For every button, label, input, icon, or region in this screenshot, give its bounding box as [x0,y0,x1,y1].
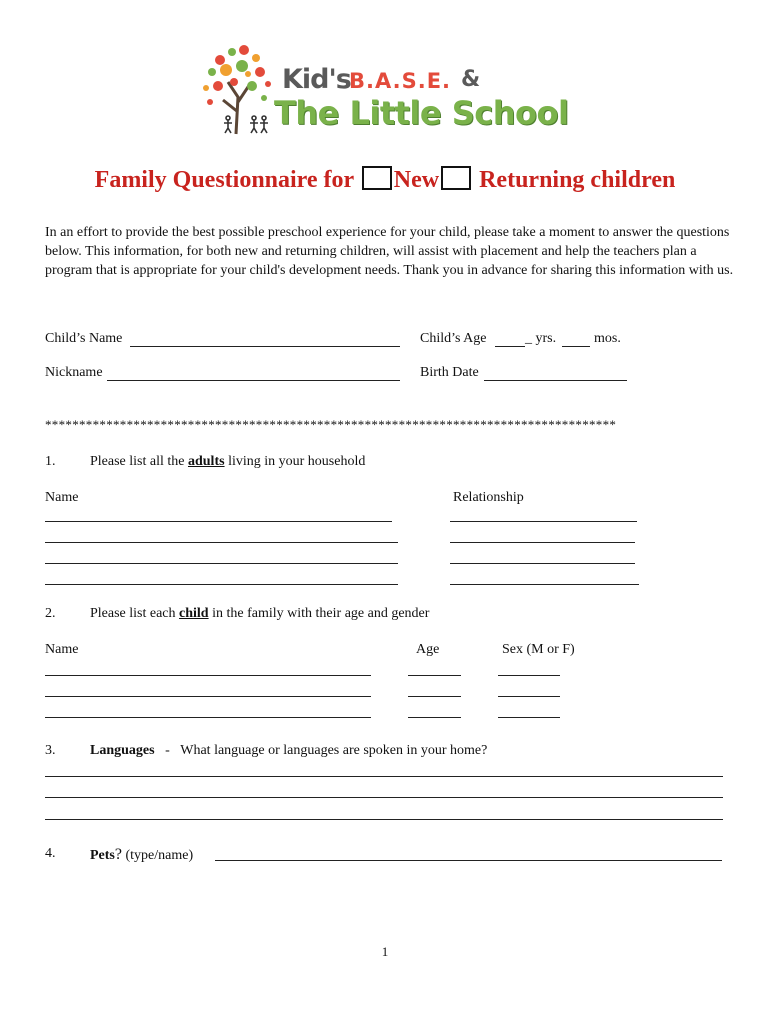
q1-relationship-header: Relationship [453,490,524,505]
q1-name-header: Name [45,490,79,505]
birth-date-field[interactable] [484,380,627,381]
logo-kids-text: Kid's [282,64,351,95]
q2-sex-line[interactable] [498,675,560,676]
q2-name-header: Name [45,642,79,657]
q2-name-line[interactable] [45,717,371,718]
q2-age-line[interactable] [408,675,461,676]
q3-text: Languages - What language or languages are spoken in your home? [90,743,488,758]
child-name-field[interactable] [130,346,400,347]
title-returning-label: Returning children [479,167,676,193]
intro-paragraph: In an effort to provide the best possible preschool experience for your child, please take a moment to answer the questions below. This information, for both new and returning children, will assist with placement and help the teachers plan a program that is appropriate for your child's development needs. Thank you in advance for sharing this information with us. [45,225,734,278]
nickname-label: Nickname [45,365,103,380]
school-logo [198,42,578,142]
logo-base-text: B.A.S.E. [349,69,452,93]
q1-relationship-line[interactable] [450,563,635,564]
q1-name-line[interactable] [45,521,392,522]
q2-sex-header: Sex (M or F) [502,642,575,657]
q3-answer-line[interactable] [45,797,723,798]
q1-relationship-line[interactable] [450,584,639,585]
tree-logo-icon [198,42,278,137]
months-label: mos. [594,331,621,346]
q2-number: 2. [45,606,56,621]
q3-answer-line[interactable] [45,819,723,820]
q4-number: 4. [45,846,56,861]
separator-line: ************************************************************************************ [45,417,617,432]
child-age-months-field[interactable] [562,346,590,347]
q3-answer-line[interactable] [45,776,723,777]
q2-sex-line[interactable] [498,696,560,697]
child-age-years-field[interactable] [495,346,525,347]
page-number: 1 [381,944,389,959]
q2-age-line[interactable] [408,696,461,697]
q2-name-line[interactable] [45,675,371,676]
q2-age-header: Age [416,642,440,657]
child-name-label: Child’s Name [45,331,123,346]
q2-sex-line[interactable] [498,717,560,718]
q2-text: Please list each child in the family with their age and gender [90,606,430,621]
q1-name-line[interactable] [45,563,398,564]
q4-answer-line[interactable] [215,860,722,861]
page-title [0,166,770,194]
q2-age-line[interactable] [408,717,461,718]
new-checkbox[interactable] [362,166,392,190]
logo-amp-text: & [461,67,481,92]
q1-text: Please list all the adults living in your household [90,454,366,469]
title-prefix: Family Questionnaire for [94,167,354,193]
q1-name-line[interactable] [45,542,398,543]
q1-relationship-line[interactable] [450,521,637,522]
q1-number: 1. [45,454,56,469]
q3-number: 3. [45,743,56,758]
child-age-label: Child’s Age [420,331,487,346]
returning-checkbox[interactable] [441,166,471,190]
q4-text: Pets? (type/name) [90,846,194,863]
nickname-field[interactable] [107,380,400,381]
years-label: _ yrs. [525,331,557,346]
q1-relationship-line[interactable] [450,542,635,543]
q1-name-line[interactable] [45,584,398,585]
q2-name-line[interactable] [45,696,371,697]
birth-date-label: Birth Date [420,365,479,380]
title-new-label: New [393,167,440,193]
logo-school-text: The Little School [274,94,569,132]
